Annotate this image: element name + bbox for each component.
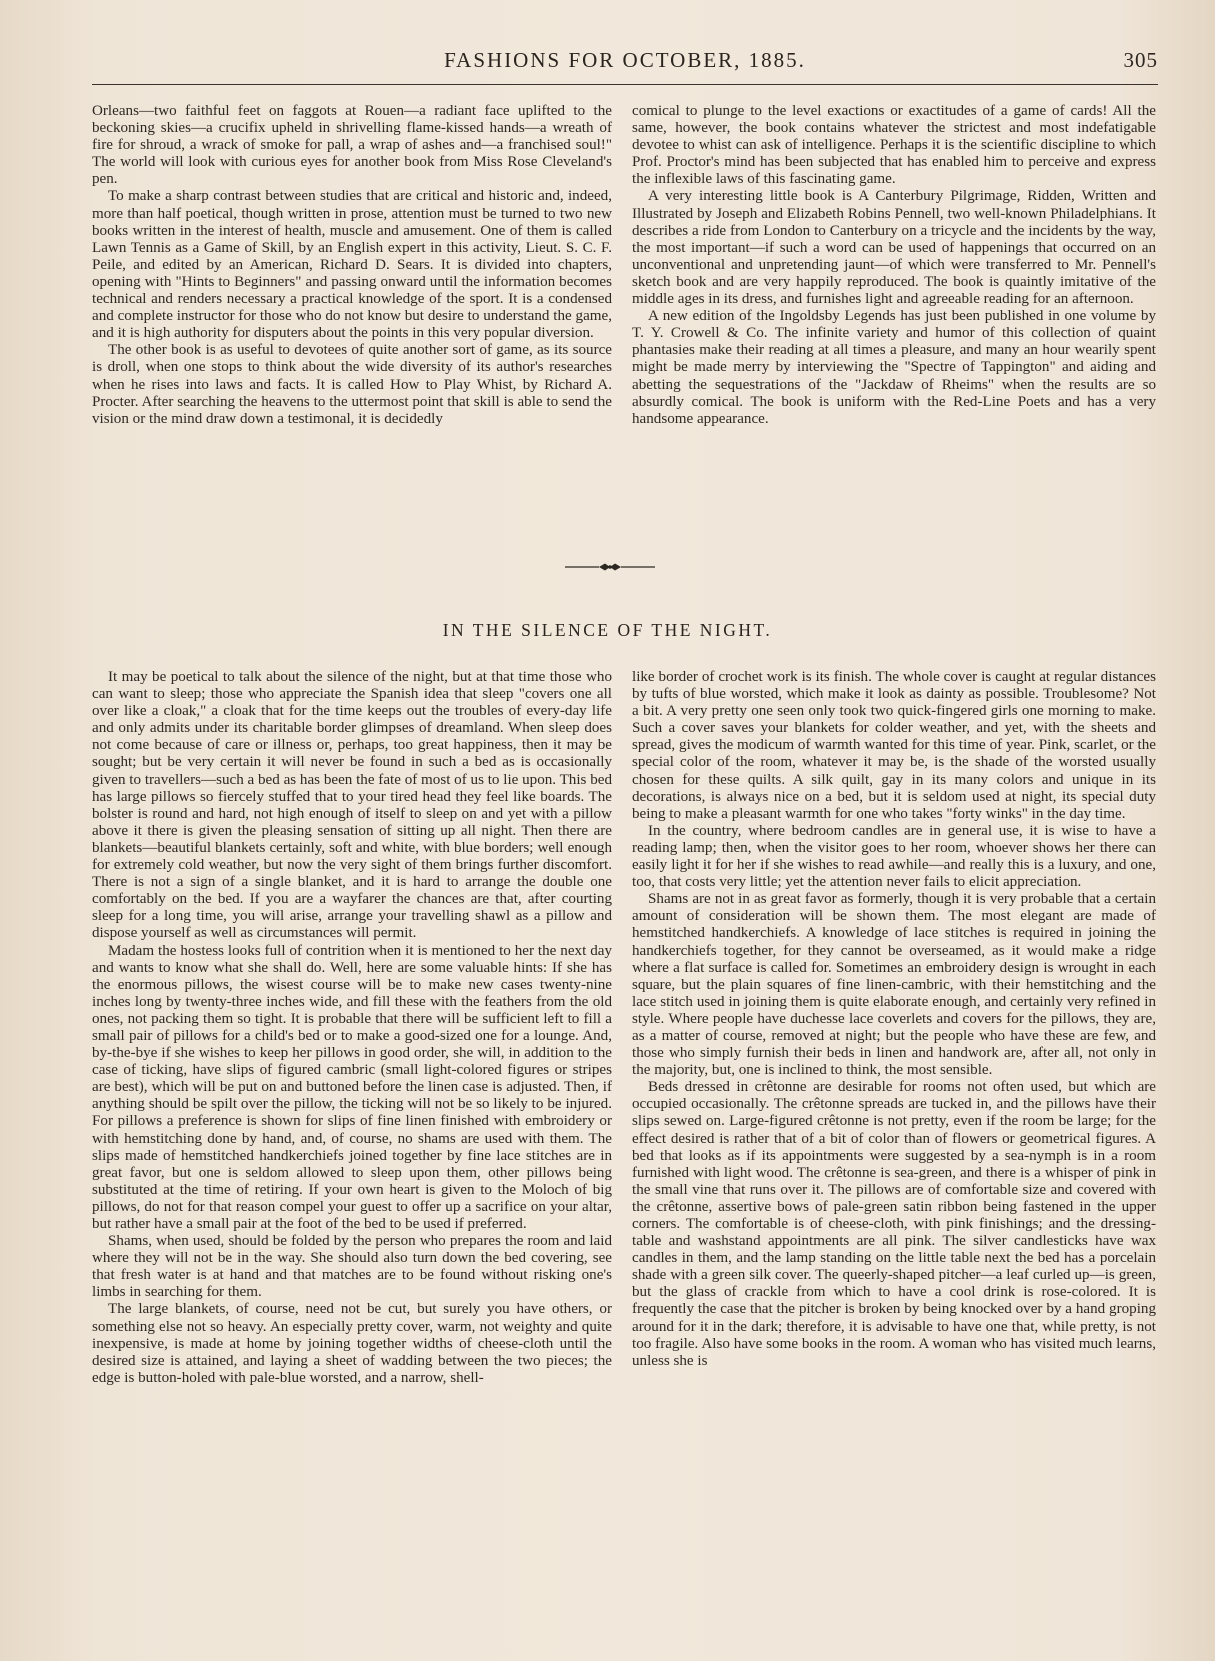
- paragraph: Madam the hostess looks full of contrition when it is mentioned to her the next day and wants to know what she shall do. Well, here are some valuable hints: If she has the enormous pillows, the wisest course will be to make new cases twenty-nine inches long by twenty-three inches wide, and fill these with the feathers from the old ones, not packing them so tight. It is probable that there will be sufficient left to fill a small pair of pillows for a child's bed or to make a good-sized one for a lounge. And, by-the-bye if she wishes to keep her pillows in good order, she will, in addition to the case of ticking, have slips of figured cambric (small light-colored figures or stripes are best), which will be put on and buttoned before the linen case is adjusted. Then, if anything should be spilt over the pillow, the ticking will not be so likely to be injured. For pillows a preference is shown for slips of fine linen finished with embroidery or with hemstitching done by hand, and, of course, no shams are used with them. The slips made of hemstitched handkerchiefs joined together by fine lace stitches are in great favor, but one is seldom allowed to sleep upon them, other pillows being substituted at the time of retiring. If your own heart is given to the Moloch of big pillows, do not for that reason compel your guest to offer up a sacrifice on your altar, but rather have a small pair at the foot of the bed to be used if preferred.: [92, 942, 612, 1232]
- paragraph: comical to plunge to the level exactions or exactitudes of a game of cards! All the same, however, the book contains whatever the strictest and most indefatigable devotee to whist can ask of intelligence. Perhaps it is the scientific discipline to which Prof. Proctor's mind has been subjected that has enabled him to perceive and express the inflexible laws of this fascinating game.: [632, 103, 1156, 188]
- page-header: [92, 48, 1158, 78]
- paragraph: Beds dressed in crêtonne are desirable for rooms not often used, but which are occupied occasionally. The crêtonne spreads are tucked in, and the pillows have their slips sewed on. Large-figured crêtonne is not pretty, even if the room be large; for the effect desired is rather that of a bit of color than of flowers or geometrical figures. A bed that looks as if its appointments were suggested by a sea-nymph is in a room furnished with light wood. The crêtonne is sea-green, and there is a whisper of pink in the small vine that runs over it. The pillows are of comfortable size and covered with the crêtonne, assertive bows of pale-green satin ribbon being fastened in the upper corners. The comfortable is of cheese-cloth, with pink finishings; and the dressing-table and washstand appointments are all pink. The silver candlesticks have wax candles in them, and the lamp standing on the little table next the bed has a porcelain shade with a green silk cover. The queerly-shaped pitcher—a leaf curled up—is green, but the glass of crackle from which to have a cool drink is rose-colored. It is frequently the case that the pitcher is broken by being knocked over by a hand groping around for it in the dark; therefore, it is advisable to have one that, while pretty, is not too fragile. Also have some books in the room. A woman who has visited much learns, unless she is: [632, 1079, 1156, 1369]
- paragraph: In the country, where bedroom candles are in general use, it is wise to have a reading lamp; then, when the visitor goes to her room, whoever shows her there can easily light it for her if she wishes to read awhile—and really this is a luxury, and one, too, that costs very little; yet the attention never fails to elicit appreciation.: [632, 822, 1156, 891]
- paragraph: It may be poetical to talk about the silence of the night, but at that time those who can want to sleep; those who appreciate the Spanish idea that sleep "covers one all over like a cloak," a cloak that for the time keeps out the troubles of every-day life and only admits under its charitable border glimpses of dreamland. When sleep does not come because of care or illness or, perhaps, too great happiness, then it may be sought; but be very certain it will never be found in such a bed as is occasionally given to travellers—such a bed as has been the fate of most of us to lie upon. This bed has large pillows so fiercely stuffed that to your tired head they feel like boards. The bolster is round and hard, not high enough of itself to sleep on and yet with a pillow above it there is given the pleasing sensation of sitting up all night. Then there are blankets—beautiful blankets certainly, soft and white, with blue borders; well enough for extremely cold weather, but now the very sight of them brings further discomfort. There is not a sign of a single blanket, and it is hard to arrange the double one comfortably on the bed. If you are a wayfarer the chances are that, after courting sleep for a long time, you will arise, arrange your travelling shawl as a pillow and dispose yourself as well as circumstances will permit.: [92, 669, 612, 942]
- paragraph: like border of crochet work is its finish. The whole cover is caught at regular distances by tufts of blue worsted, which make it look as dainty as possible. Troublesome? Not a bit. A very pretty one seen only took two quick-fingered girls one morning to make. Such a cover saves your blankets for colder weather, and yet, with the sheets and spread, gives the modicum of warmth wanted for this time of year. Pink, scarlet, or the special color of the room, whatever it may be, is the shade of the worsted usually chosen for these quilts. A silk quilt, gay in its many colors and unique in its decorations, is always nice on a bed, but it is seldom used at night, its special duty being to make a pleasant warmth for one who takes "forty winks" in the day time.: [632, 669, 1156, 822]
- top-left-column: [92, 103, 612, 428]
- top-right-column: [632, 103, 1156, 428]
- paragraph: The large blankets, of course, need not be cut, but surely you have others, or something else not so heavy. An especially pretty cover, warm, not weighty and quite inexpensive, is made at home by joining together widths of cheese-cloth until the desired size is attained, and laying a sheet of wadding between the two pieces; the edge is button-holed with pale-blue worsted, and a narrow, shell-: [92, 1301, 612, 1386]
- paragraph: A very interesting little book is A Canterbury Pilgrimage, Ridden, Written and Illustrated by Joseph and Elizabeth Robins Pennell, two well-known Philadelphians. It describes a ride from London to Canterbury on a tricycle and the incidents by the way, the most important—if such a word can be used of happenings that occurred on an unconventional and unpretending jaunt—of which were transferred to Mr. Pennell's sketch book and are very happily reproduced. The book is quaintly imitative of the middle ages in its dress, and furnishes light and agreeable reading for an afternoon.: [632, 188, 1156, 308]
- running-title: FASHIONS FOR OCTOBER, 1885.: [444, 48, 806, 72]
- bottom-left-column: [92, 669, 612, 1387]
- bottom-right-column: [632, 669, 1156, 1370]
- section-title: IN THE SILENCE OF THE NIGHT.: [442, 620, 773, 640]
- paragraph: To make a sharp contrast between studies that are critical and historic and, indeed, more than half poetical, though written in prose, attention must be turned to two new books written in the interest of health, muscle and amusement. One of them is called Lawn Tennis as a Game of Skill, by an English expert in this activity, Lieut. S. C. F. Peile, and edited by an American, Richard D. Sears. It is divided into chapters, opening with "Hints to Beginners" and passing onward until the information becomes technical and renders necessary a practical knowledge of the sport. It is a condensed and complete instructor for those who do not know but desire to understand the game, and it is high authority for disputers about the points in this very popular diversion.: [92, 188, 612, 342]
- paragraph: A new edition of the Ingoldsby Legends has just been published in one volume by T. Y. Crowell & Co. The infinite variety and humor of this collection of quaint phantasies make their reading at all times a pleasure, and many an hour wearily spent might be made merry by interviewing the "Spectre of Tappington" and aiding and abetting the sequestrations of the "Jackdaw of Rheims" when the results are so absurdly comical. The book is uniform with the Red-Line Poets and has a very handsome appearance.: [632, 308, 1156, 427]
- page-number: 305: [1123, 48, 1158, 72]
- paragraph: Shams, when used, should be folded by the person who prepares the room and laid where they will not be in the way. She should also turn down the bed covering, see that fresh water is at hand and that matches are to be found without risking one's limbs in searching for them.: [92, 1233, 612, 1301]
- header-rule: [92, 84, 1158, 85]
- section-ornament: [565, 560, 655, 574]
- paragraph: The other book is as useful to devotees of quite another sort of game, as its source is droll, when one stops to think about the wide diversity of its author's researches when he rises into laws and facts. It is called How to Play Whist, by Richard A. Procter. After searching the heavens to the uttermost point that skill is able to send the vision or the mind draw down a testimonal, it is decidedly: [92, 342, 612, 427]
- paragraph: Shams are not in as great favor as formerly, though it is very probable that a certain amount of consideration will be shown them. The most elegant are made of hemstitched handkerchiefs. A knowledge of lace stitches is required in joining the handkerchiefs together, for they cannot be overseamed, as it would make a ridge where a flat surface is called for. Sometimes an embroidery design is wrought in each square, but the plain squares of fine linen-cambric, with their hemstitching and the lace stitch used in joining them is quite elaborate enough, and certainly very refined in style. Where people have duchesse lace coverlets and covers for the pillows, they are, as a matter of course, removed at night; but the people who have these are few, and those who simply furnish their beds in linen and handwork are, after all, not only in the majority, but, one is inclined to think, the most sensible.: [632, 891, 1156, 1079]
- paragraph: Orleans—two faithful feet on faggots at Rouen—a radiant face uplifted to the beckoning skies—a crucifix upheld in shrivelling flame-kissed hands—a wreath of fire for shroud, a wrack of smoke for pall, a wrap of ashes and—a franchised soul!" The world will look with curious eyes for another book from Miss Rose Cleveland's pen.: [92, 103, 612, 188]
